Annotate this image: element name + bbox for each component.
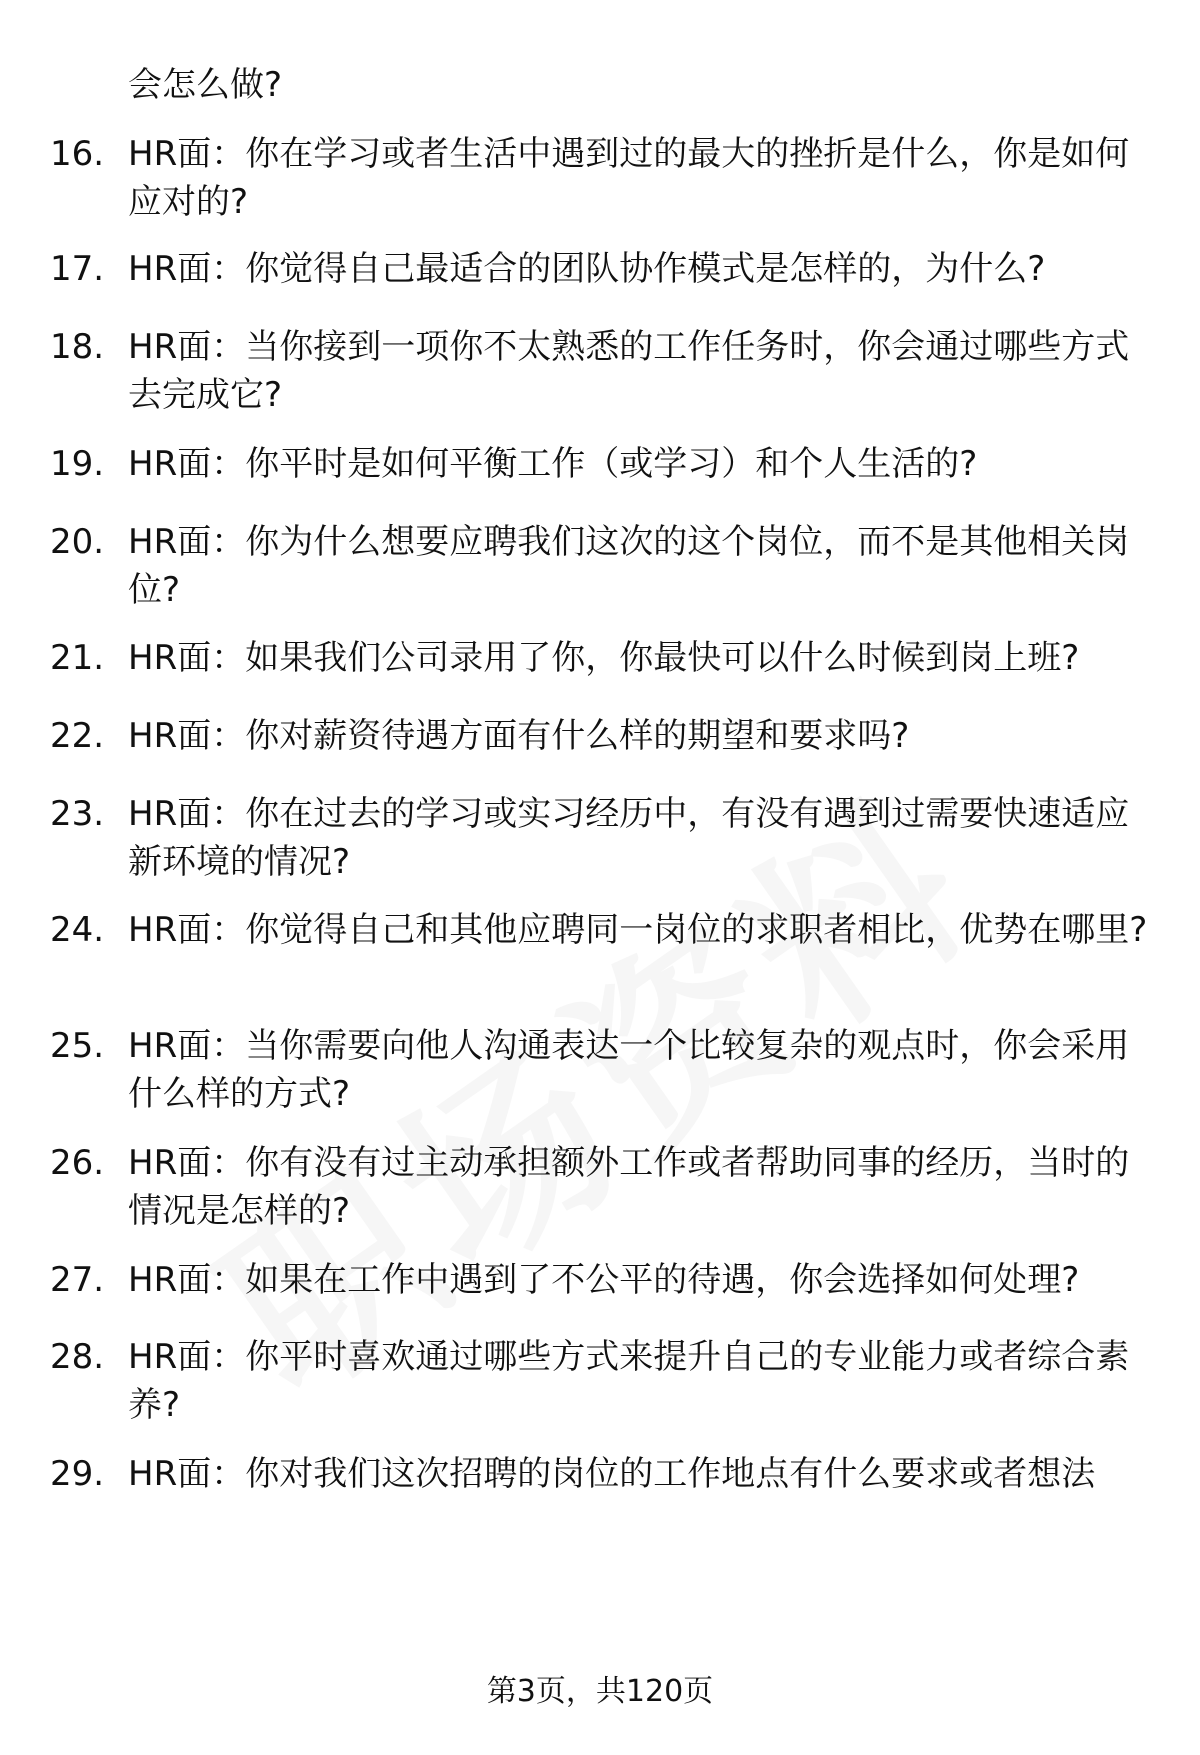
question-number: 20. <box>50 522 105 562</box>
question-text: HR面：你平时是如何平衡工作（或学习）和个人生活的? <box>128 444 978 484</box>
question-text: HR面：你觉得自己和其他应聘同一岗位的求职者相比，优势在哪里? <box>128 910 1148 950</box>
question-number: 23. <box>50 794 105 834</box>
question-number: 29. <box>50 1454 105 1494</box>
question-text: HR面：如果我们公司录用了你，你最快可以什么时候到岗上班? <box>128 638 1080 678</box>
question-number: 21. <box>50 638 105 678</box>
question-number: 18. <box>50 327 105 367</box>
question-number: 24. <box>50 910 105 950</box>
question-number: 19. <box>50 444 105 484</box>
question-number: 22. <box>50 716 105 756</box>
question-text: HR面：你为什么想要应聘我们这次的这个岗位，而不是其他相关岗位? <box>128 522 1130 610</box>
page-footer: 第3页，共120页 <box>486 1674 714 1709</box>
question-text: HR面：你在学习或者生活中遇到过的最大的挫折是什么，你是如何应对的? <box>128 134 1130 222</box>
question-number: 25. <box>50 1026 105 1066</box>
question-text: HR面：你在过去的学习或实习经历中，有没有遇到过需要快速适应新环境的情况? <box>128 794 1130 882</box>
question-text: HR面：你觉得自己最适合的团队协作模式是怎样的，为什么? <box>128 249 1046 289</box>
question-text: HR面：当你需要向他人沟通表达一个比较复杂的观点时，你会采用什么样的方式? <box>128 1026 1130 1114</box>
continuation-text: 会怎么做? <box>128 65 283 105</box>
question-number: 27. <box>50 1260 105 1300</box>
question-text: HR面：你对薪资待遇方面有什么样的期望和要求吗? <box>128 716 910 756</box>
question-number: 16. <box>50 134 105 174</box>
question-number: 26. <box>50 1143 105 1183</box>
question-text: HR面：你平时喜欢通过哪些方式来提升自己的专业能力或者综合素养? <box>128 1337 1130 1425</box>
question-text: HR面：当你接到一项你不太熟悉的工作任务时，你会通过哪些方式去完成它? <box>128 327 1130 415</box>
question-text: HR面：如果在工作中遇到了不公平的待遇，你会选择如何处理? <box>128 1260 1080 1300</box>
question-number: 28. <box>50 1337 105 1377</box>
question-text: HR面：你对我们这次招聘的岗位的工作地点有什么要求或者想法 <box>128 1454 1096 1494</box>
question-number: 17. <box>50 249 105 289</box>
question-text: HR面：你有没有过主动承担额外工作或者帮助同事的经历，当时的情况是怎样的? <box>128 1143 1130 1231</box>
